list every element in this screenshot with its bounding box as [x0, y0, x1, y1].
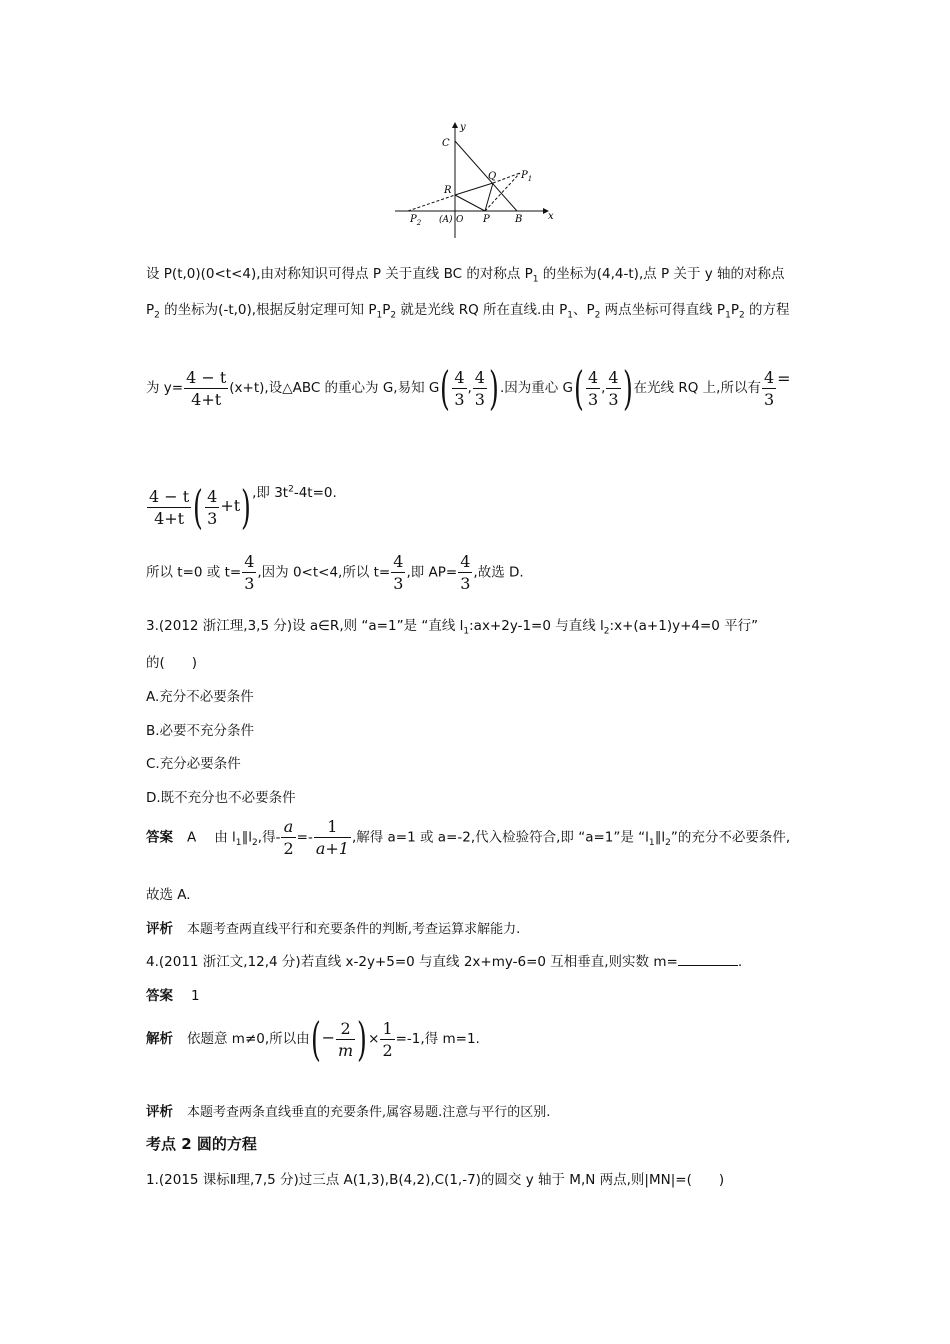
option-d: D.既不充分也不必要条件 [146, 790, 296, 806]
option-a: A.充分不必要条件 [146, 689, 254, 705]
reflection-diagram [390, 118, 560, 243]
label-b: B [515, 214, 523, 225]
label-p1: $P_1$ [521, 170, 533, 183]
question-4-answer: 答案 1 [146, 988, 200, 1004]
label-y: y [460, 122, 466, 133]
answer-blank[interactable] [678, 953, 738, 966]
solution-line-4: $\frac{4 - t}{4+t}$ ( $\frac{4}{3}$ +t),即 $3t^2-4t=0$. [149, 480, 337, 534]
solution-line-2: $P_2$ 的坐标为(-t,0),根据反射定理可知 $P_1P_2$ 就是光线 RQ 所在直线.由 $P_1$、$P_2$ 两点坐标可得直线 $P_1P_2$ 的方程 [146, 302, 790, 321]
section-title: 考点 2 圆的方程 [146, 1135, 257, 1153]
question-4-comment: 评析 本题考查两条直线垂直的充要条件,属容易题.注意与平行的区别. [146, 1104, 551, 1120]
label-p2: $P_2$ [410, 214, 422, 227]
question-3-comment: 评析 本题考查两直线平行和充要条件的判断,考查运算求解能力. [146, 921, 521, 937]
label-a: (A) [439, 215, 453, 225]
option-c: C.充分必要条件 [146, 756, 241, 772]
dashed-p2r [408, 195, 455, 211]
question-3-answer-cont: 故选 A. [146, 887, 191, 903]
question-3-stem: 3.(2012 浙江理,3,5 分)设 a∈R,则 “a=1”是 “直线 $l_1:ax+2y-1=0$ 与直线 $l_2:x+(a+1)y+4=0$ 平行” [146, 618, 759, 637]
option-b: B.必要不充分条件 [146, 723, 255, 739]
solution-line-1: 设 P(t,0)(0<t<4),由对称知识可得点 P 关于直线 BC 的对称点 $P_1$ 的坐标为(4,4-t),点 P 关于 y 轴的对称点 [146, 266, 785, 285]
line-rp [455, 195, 485, 211]
line-rq [455, 183, 493, 195]
question-4-stem: 4.(2011 浙江文,12,4 分)若直线 x-2y+5=0 与直线 2x+my-6=0 互相垂直,则实数 m= . [146, 954, 743, 970]
question-5-stem: 1.(2015 课标Ⅱ理,7,5 分)过三点 A(1,3),B(4,2),C(1,-7)的圆交 y 轴于 M,N 两点,则|MN|=( ) [146, 1172, 725, 1188]
label-x: x [548, 211, 554, 222]
label-p: P [483, 214, 490, 225]
question-3-answer: 答案 A 由 $l_1\parallel l_2$,得- $\frac{a}{2}$ =- $\frac{1}{a+1}$ ,解得 a=1 或 a=-2,代入检验符合,即 “a=1”是 “$l_1\parallel l_2$”的充分不必要条件, [146, 817, 791, 858]
fraction: $\frac{4 - t}{4+t}$ [186, 367, 227, 409]
label-c: C [442, 138, 450, 149]
label-q: Q [488, 171, 497, 182]
question-4-analysis: 解析 依题意 m≠0,所以由(− $\frac{2}{m}$ )× $\frac{1}{2}$ =-1,得 m=1. [146, 1012, 480, 1066]
solution-line-5: 所以 t=0 或 t= $\frac{4}{3}$ ,因为 0<t<4,所以 t= $\frac{4}{3}$ ,即 AP= $\frac{4}{3}$ ,故选 D. [146, 552, 524, 593]
question-3-stem-cont: 的( ) [146, 655, 198, 671]
solution-line-3: 为 y= $\frac{4 - t}{4+t}$ (x+t),设△ABC 的重心为 G,易知 G( $\frac{4}{3}$ , $\frac{4}{3}$ ).因为重心 G( $\frac{4}{3}$ , $\frac{4}{3}$ )在光线 RQ 上,所以有 $\frac{4}{3}$ = [146, 361, 791, 415]
label-r: R [444, 185, 452, 196]
label-o: O [456, 215, 464, 225]
